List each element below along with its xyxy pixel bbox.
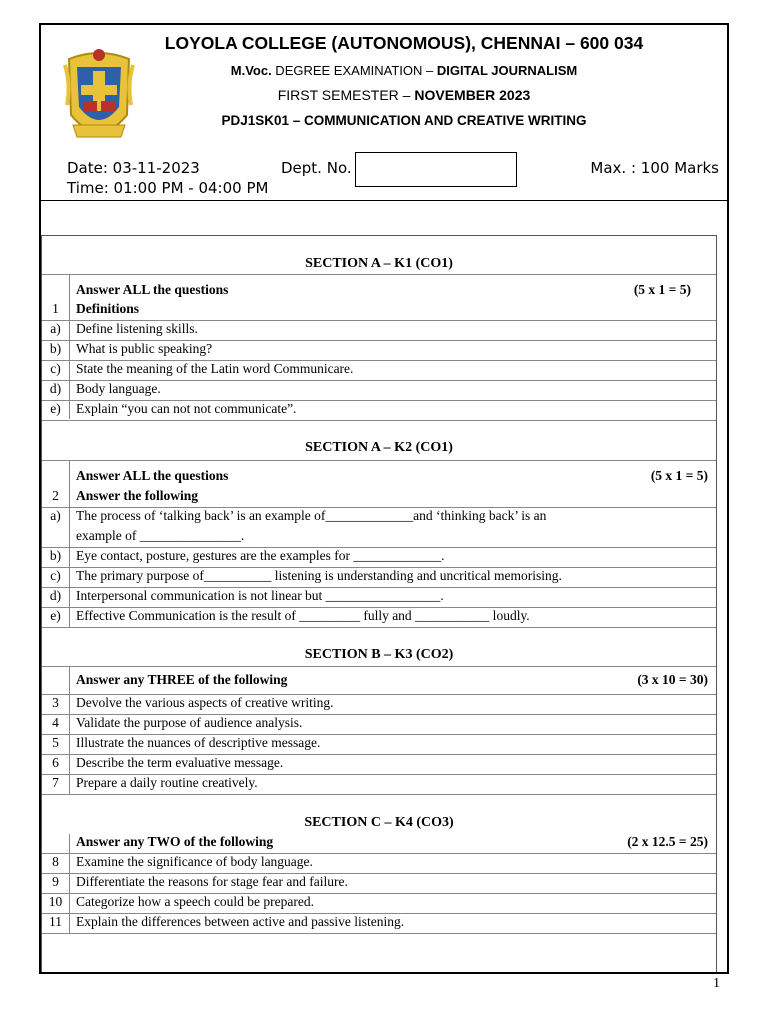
paper-title: PDJ1SK01 – COMMUNICATION AND CREATIVE WRITING xyxy=(221,113,587,128)
item-text-continued: example of _______________. xyxy=(76,528,245,543)
dept-number-box[interactable] xyxy=(355,152,517,187)
item-label: 5 xyxy=(52,735,59,750)
item-label: b) xyxy=(49,548,62,563)
divider xyxy=(42,666,716,667)
list-item xyxy=(42,874,716,894)
item-text: Categorize how a speech could be prepared. xyxy=(76,894,315,909)
item-label: 11 xyxy=(49,914,62,929)
instruction: Answer any THREE of the following xyxy=(76,672,288,687)
divider xyxy=(42,460,716,461)
item-label: c) xyxy=(50,568,61,583)
list-item xyxy=(42,735,716,755)
item-text: Eye contact, posture, gestures are the examples for _____________. xyxy=(76,548,445,563)
item-text: Body language. xyxy=(76,381,161,396)
item-label: 7 xyxy=(52,775,59,790)
item-label: e) xyxy=(50,608,61,623)
list-item xyxy=(42,914,716,933)
item-text: Explain the differences between active and passive listening. xyxy=(76,914,405,929)
question-row xyxy=(42,488,716,508)
list-item xyxy=(42,715,716,735)
section-c-title: SECTION C – K4 (CO3) xyxy=(304,815,454,830)
list-item xyxy=(42,341,716,361)
degree-mid: DEGREE EXAMINATION – xyxy=(271,63,437,78)
item-label: c) xyxy=(50,361,61,376)
item-text: Examine the significance of body language. xyxy=(76,854,313,869)
instruction: Answer ALL the questions xyxy=(76,282,229,297)
item-text: Explain “you can not not communicate”. xyxy=(76,401,297,416)
item-label: 8 xyxy=(52,854,59,869)
marks: (5 x 1 = 5) xyxy=(633,282,691,297)
question-heading: Answer the following xyxy=(76,488,199,503)
item-label: 4 xyxy=(52,715,59,730)
exam-date: Date: 03-11-2023 xyxy=(67,159,200,177)
degree-subject: DIGITAL JOURNALISM xyxy=(436,63,578,78)
page-number: 1 xyxy=(713,976,720,991)
exam-header xyxy=(41,25,727,201)
item-text: Differentiate the reasons for stage fear and failure. xyxy=(76,874,348,889)
item-text: Define listening skills. xyxy=(76,321,198,336)
list-item xyxy=(42,381,716,401)
list-item xyxy=(42,695,716,715)
degree-bold: M.Voc. xyxy=(230,63,272,78)
instruction: Answer any TWO of the following xyxy=(76,834,274,849)
item-text: Illustrate the nuances of descriptive message. xyxy=(76,735,321,750)
instruction-row xyxy=(42,468,716,487)
instruction: Answer ALL the questions xyxy=(76,468,229,483)
item-label: 9 xyxy=(52,874,59,889)
list-item xyxy=(42,775,716,795)
item-text: Validate the purpose of audience analysis. xyxy=(76,715,303,730)
marks: (5 x 1 = 5) xyxy=(650,468,708,483)
list-item xyxy=(42,361,716,381)
exam-time: Time: 01:00 PM - 04:00 PM xyxy=(67,179,269,197)
item-text: Prepare a daily routine creatively. xyxy=(76,775,258,790)
instruction-row xyxy=(42,282,716,301)
degree-line xyxy=(81,63,727,78)
list-item xyxy=(42,608,716,628)
item-label: a) xyxy=(50,508,61,523)
item-text: The primary purpose of__________ listening is understanding and uncritical memorising. xyxy=(76,568,562,583)
item-text: Effective Communication is the result of _________ fully and ___________ loudly. xyxy=(76,608,530,623)
college-name: LOYOLA COLLEGE (AUTONOMOUS), CHENNAI – 600 034 xyxy=(164,33,644,53)
item-text: The process of ‘talking back’ is an example of_____________and ‘thinking back’ is an xyxy=(76,508,547,523)
marks: (2 x 12.5 = 25) xyxy=(627,834,708,849)
list-item xyxy=(42,548,716,568)
instruction-row xyxy=(42,834,716,854)
item-text: Describe the term evaluative message. xyxy=(76,755,284,770)
dept-label: Dept. No. xyxy=(281,159,352,177)
question-heading: Definitions xyxy=(76,301,140,316)
item-text: What is public speaking? xyxy=(76,341,213,356)
item-label: 3 xyxy=(52,695,59,710)
divider xyxy=(42,274,716,275)
item-label: 10 xyxy=(48,894,63,909)
max-marks: Max. : 100 Marks xyxy=(590,159,719,177)
semester-month: NOVEMBER 2023 xyxy=(414,87,531,103)
item-text: State the meaning of the Latin word Communicare. xyxy=(76,361,354,376)
semester-prefix: FIRST SEMESTER – xyxy=(277,87,415,103)
list-item xyxy=(42,568,716,588)
item-label: 6 xyxy=(52,755,59,770)
list-item xyxy=(42,894,716,914)
list-item xyxy=(42,401,716,421)
list-item xyxy=(42,588,716,608)
section-a-k2-title: SECTION A – K2 (CO1) xyxy=(305,440,453,455)
list-item xyxy=(42,854,716,874)
question-number: 1 xyxy=(52,301,59,316)
question-number: 2 xyxy=(52,488,59,503)
section-b-title: SECTION B – K3 (CO2) xyxy=(304,647,454,662)
item-label: a) xyxy=(50,321,61,336)
divider xyxy=(42,933,716,934)
item-label: b) xyxy=(49,341,62,356)
semester-line xyxy=(81,87,727,103)
instruction-row xyxy=(42,672,716,695)
questions-table xyxy=(41,235,717,972)
list-item xyxy=(42,321,716,341)
marks: (3 x 10 = 30) xyxy=(637,672,708,687)
item-label: d) xyxy=(49,588,62,603)
item-label: d) xyxy=(49,381,62,396)
item-label: e) xyxy=(50,401,61,416)
list-item xyxy=(42,755,716,775)
list-item xyxy=(42,508,716,548)
item-text: Interpersonal communication is not linear but _________________. xyxy=(76,588,444,603)
question-row xyxy=(42,301,716,321)
section-a-k1-title: SECTION A – K1 (CO1) xyxy=(305,256,453,271)
item-text: Devolve the various aspects of creative writing. xyxy=(76,695,334,710)
